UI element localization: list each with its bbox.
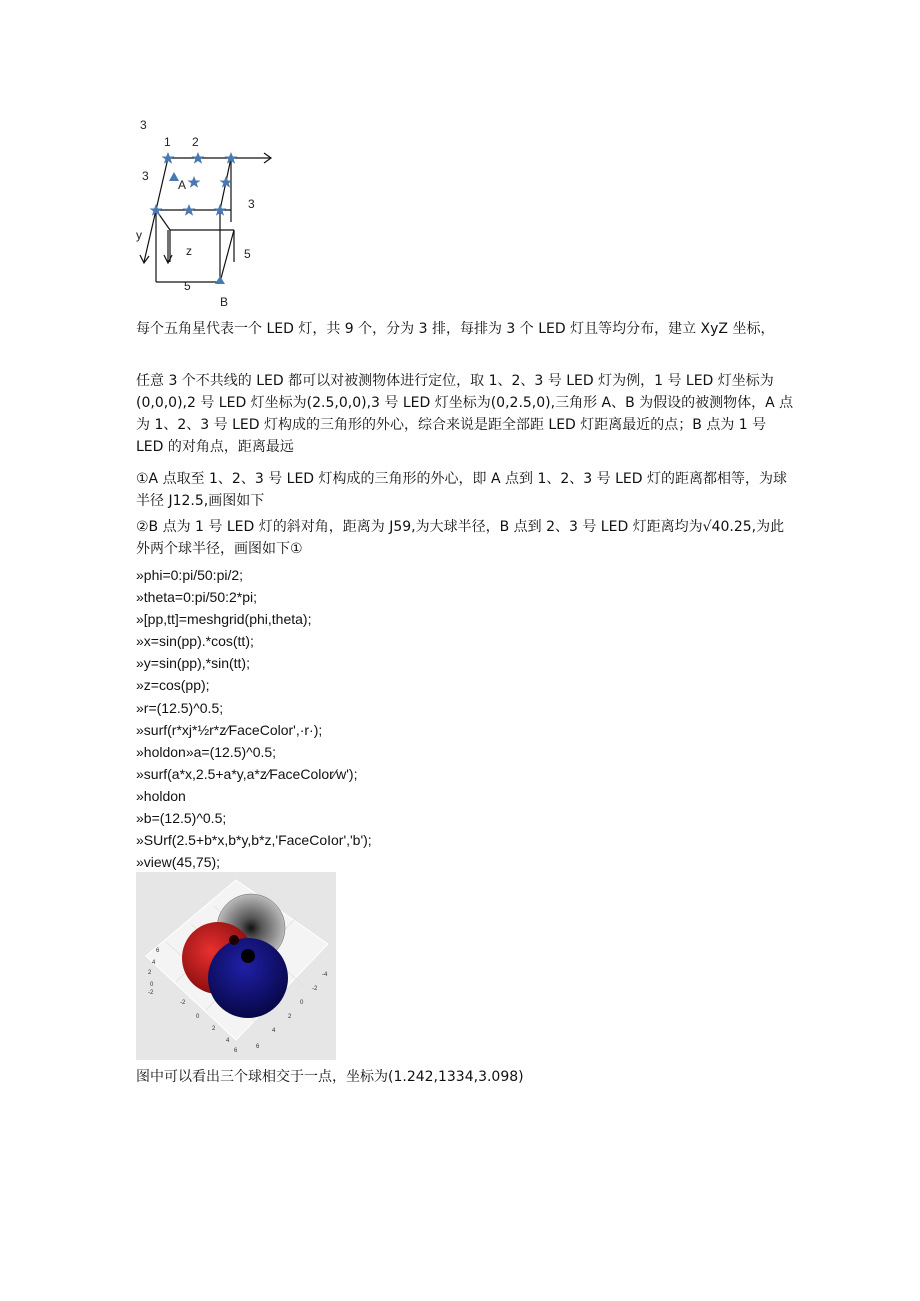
label-a: A [178,178,187,192]
tick-left: -2 [148,990,154,996]
tick-bottom: -2 [180,1000,186,1006]
code-line: »z=cos(pp); [136,677,210,694]
triangle-a-icon [169,172,179,181]
paragraph-4-block [136,516,796,560]
spheres-plot [136,872,336,1060]
label-right-5: 5 [244,247,251,261]
paragraph: ①A 点取至 1、2、3 号 LED 灯构成的三角形的外心，即 A 点到 1、2、3 号 LED 灯的距离都相等，为球半径 J12.5,画图如下 [136,471,787,509]
matlab-code-block [136,564,776,873]
code-line: »holdon»a=(12.5)^0.5; [136,743,277,760]
paragraph: ②B 点为 1 号 LED 灯的斜对角，距离为 J59,为大球半径，B 点到 2、3 号 LED 灯距离均为√40.25,为此外两个球半径，画图如下① [136,519,785,557]
label-y: y [136,228,142,242]
result-caption: 图中可以看出三个球相交于一点，坐标为(1.242,1334,3.098) [136,1069,524,1085]
label-top-3: 3 [140,118,147,132]
tick-right: 0 [300,1000,304,1006]
paragraph-3-block [136,468,796,512]
code-line: »r=(12.5)^0.5; [136,699,224,716]
paragraph-2-block [136,370,796,458]
code-line: »holdon [136,787,186,804]
star-icon [192,152,205,164]
code-line: »[pp,tt]=meshgrid(phi,theta); [136,611,312,628]
code-line: »view(45,75); [136,854,221,871]
tick-left: 6 [156,948,160,954]
paragraph: 每个五角星代表一个 LED 灯，共 9 个，分为 3 排，每排为 3 个 LED 灯且等均分布，建立 XyZ 坐标， [136,321,775,337]
code-line: »SUrf(2.5+b*x,b*y,b*z,'FaceCoIor','b'); [136,832,372,849]
label-z: z [186,244,192,258]
label-2: 2 [192,135,199,149]
tick-left: 4 [152,960,156,966]
tick-bottom: 2 [212,1026,216,1032]
tick-right: -4 [322,972,328,978]
label-left-3: 3 [142,169,149,183]
tick-bottom: 0 [196,1014,200,1020]
tick-left: 0 [150,982,154,988]
code-line: »surf(a*x,2.5+a*y,a*z∕FaceColor∕w'); [136,765,358,782]
label-bottom-5: 5 [184,279,191,293]
tick-bottom: 4 [226,1038,230,1044]
tick-right: 2 [288,1014,292,1020]
label-1: 1 [164,135,171,149]
star-icon [162,152,175,164]
sphere-pole [241,949,255,963]
star-icon [183,204,196,216]
code-line: »b=(12.5)^0.5; [136,810,227,827]
tick-right: 4 [272,1028,276,1034]
triangle-b-icon [215,276,225,284]
label-b: B [220,295,229,309]
paragraph-1-block [136,318,796,340]
code-line: »y=sin(pp),*sin(tt); [136,655,250,672]
label-right-3: 3 [248,197,255,211]
led-cube-diagram [130,112,290,312]
star-icon [188,176,201,188]
tick-right: 6 [256,1044,260,1050]
code-line: »theta=0:pi/50:2*pi; [136,589,258,606]
cube-lines [140,153,271,282]
code-line: »phi=0:pi/50:pi/2; [136,567,244,583]
tick-left: 2 [148,970,152,976]
paragraph: 任意 3 个不共线的 LED 都可以对被测物体进行定位，取 1、2、3 号 LED 灯为例，1 号 LED 灯坐标为(0,0,0),2 号 LED 灯坐标为(2.5,0,0),3 号 LED 灯坐标为(0,2.5,0),三角形 A、B 为假设的被测物体，A 点为 1、2、3 号 LED 灯构成的三角形的外心，综合来说是距全部距 LED 灯距离最近的点；B 点为 1 号 LED 的对角点，距离最远 [136,373,794,455]
code-line: »x=sin(pp).*cos(tt); [136,633,254,650]
code-line: »surf(r*xj*½r*z∕FaceColor',·r·); [136,721,323,738]
sphere-pole [229,935,239,945]
tick-right: -2 [312,986,318,992]
tick-bottom: 6 [234,1048,238,1054]
